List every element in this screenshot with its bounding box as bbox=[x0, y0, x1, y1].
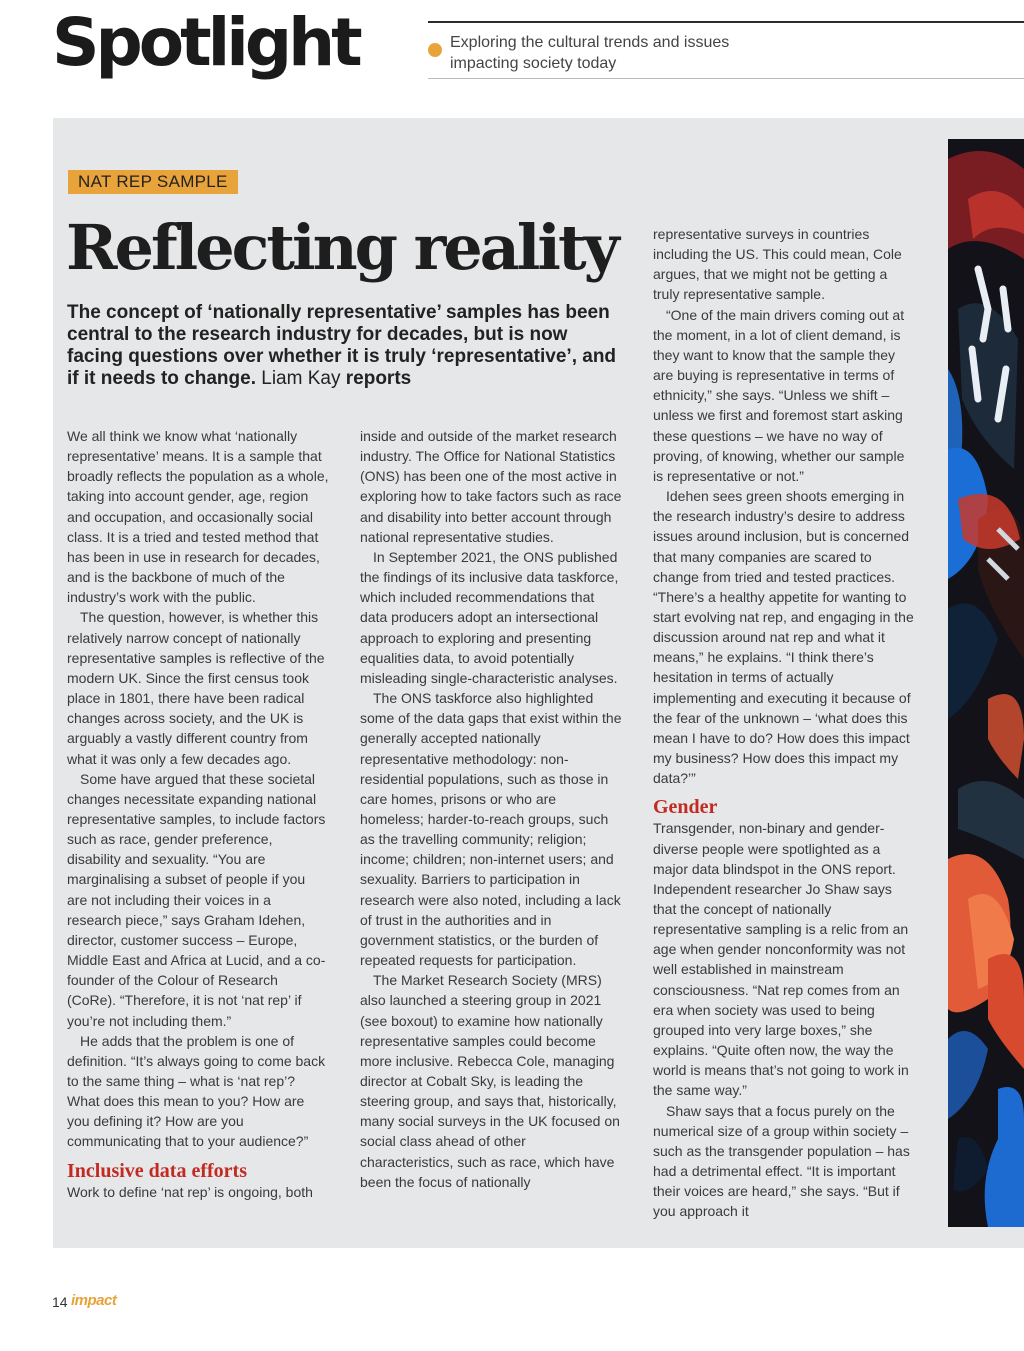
byline-name: Liam Kay bbox=[261, 368, 341, 389]
article-column-3 bbox=[653, 224, 915, 1222]
paragraph: “One of the main drivers coming out at the moment, in a lot of client demand, is they want to know that the sample they are buying is representative in terms of ethnicity,” she says. “Unless we shift – unless we first and foremost start asking these questions – we have no way of proving, of knowing, whether our sample is representative or not.” bbox=[653, 306, 905, 484]
section-heading: Gender bbox=[653, 796, 718, 819]
paragraph: Shaw says that a focus purely on the numerical size of a group within society – such as the transgender population – has had a detrimental effect. “It is important their voices are heard,” she says. “But if you approach it bbox=[653, 1102, 910, 1220]
standfirst-text: The concept of ‘nationally representative’ samples has been central to the research industry for decades, but is now facing questions over whether it is truly ‘representative’, and if it needs to change. bbox=[67, 302, 617, 389]
accent-dot-icon bbox=[428, 43, 442, 57]
page-number: 14 bbox=[52, 1294, 68, 1310]
paragraph: The Market Research Society (MRS) also launched a steering group in 2021 (see boxout) to examine how nationally representative samples could become more inclusive. Rebecca Cole, managing director at Cobalt Sky, is leading the steering group, and says that, historically, many social surveys in the UK focused on social class ahead of other characteristics, such as race, which have been the focus of nationally bbox=[360, 972, 620, 1190]
article-column-1 bbox=[67, 426, 329, 1202]
byline-suffix: reports bbox=[345, 368, 412, 389]
section-tagline: Exploring the cultural trends and issues impacting society today bbox=[450, 34, 730, 72]
header-rule bbox=[428, 21, 1024, 23]
paragraph: Transgender, non-binary and gender-diverse people were spotlighted as a major data blindspot in the ONS report. Independent researcher Jo Shaw says that the concept of nationally representative sampling is a relic from an age when gender nonconformity was not well established in mainstream consciousness. “Nat rep comes from an era when society was used to being grouped into very large boxes,” she explains. “Quite often now, the way the world is means that’s not going to work in the same way.” bbox=[653, 820, 909, 1099]
artwork-image bbox=[948, 139, 1024, 1227]
paragraph: He adds that the problem is one of definition. “It’s always going to come back to the same thing – what is ‘nat rep’? What does this mean to you? How are you defining it? How are you communicating that to your audience?” bbox=[67, 1032, 326, 1150]
brand-logo: impact bbox=[71, 1292, 117, 1309]
section-title: Spotlight bbox=[52, 4, 359, 81]
paragraph: The question, however, is whether this relatively narrow concept of nationally representative samples is reflective of the modern UK. Since the first census took place in 1801, there have been radical changes across society, and the UK is arguably a vastly different country from what it was only a few decades ago. bbox=[67, 609, 325, 767]
paragraph: inside and outside of the market research industry. The Office for National Statistics (ONS) has been one of the most active in exploring how to take factors such as race and disability into better account through national representative studies. bbox=[360, 428, 622, 545]
paragraph: Idehen sees green shoots emerging in the research industry’s desire to address issues around inclusion, but is concerned that many companies are scared to change from tried and tested practices. “There’s a healthy appetite for wanting to start evolving nat rep, and engaging in the discussion around nat rep and what it means,” he explains. “I think there’s hesitation in terms of actually implementing and executing it because of the fear of the unknown – ‘what does this mean I have to do? How does this impact my business? How does this impact my data?’” bbox=[653, 488, 914, 787]
section-heading: Inclusive data efforts bbox=[67, 1159, 247, 1182]
paragraph: Work to define ‘nat rep’ is ongoing, both bbox=[67, 1183, 313, 1200]
paragraph: representative surveys in countries including the US. This could mean, Cole argues, that we might not be getting a truly representative sample. bbox=[653, 226, 902, 303]
paragraph: Some have argued that these societal changes necessitate expanding national representative samples, to include factors such as race, gender preference, disability and sexuality. “You are marginalising a subset of people if you are not including their voices in a research piece,” says Graham Idehen, director, customer success – Europe, Middle East and Africa at Lucid, and a co-founder of the Colour of Research (CoRe). “Therefore, it is not ‘nat rep’ if you’re not including them.” bbox=[67, 770, 326, 1029]
abstract-painting-icon bbox=[948, 139, 1024, 1227]
paragraph: In September 2021, the ONS published the findings of its inclusive data taskforce, which included recommendations that data producers adopt an intersectional approach to exploring and presenting equalities data, to avoid potentially misleading single-characteristic analyses. bbox=[360, 548, 619, 686]
header-subrule bbox=[428, 78, 1024, 79]
paragraph: The ONS taskforce also highlighted some of the data gaps that exist within the generally accepted nationally representative methodology: non-residential populations, such as those in care homes, prisons or who are homeless; harder-to-reach groups, such as the travelling community; religion; income; children; non-internet users; and sexuality. Barriers to participation in research were also noted, including a lack of trust in the authorities and in government statistics, or the burden of repeated requests for participation. bbox=[360, 690, 622, 969]
paragraph: We all think we know what ‘nationally representative’ means. It is a sample that broadly reflects the population as a whole, taking into account gender, age, region and occupation, and occasionally social class. It is a tried and tested method that has been in use in research for decades, and is the backbone of much of the industry’s work with the public. bbox=[67, 428, 329, 606]
article-title: Reflecting reality bbox=[66, 211, 617, 284]
kicker-label: NAT REP SAMPLE bbox=[68, 170, 238, 194]
standfirst bbox=[67, 302, 627, 390]
article-column-2 bbox=[360, 426, 622, 1192]
